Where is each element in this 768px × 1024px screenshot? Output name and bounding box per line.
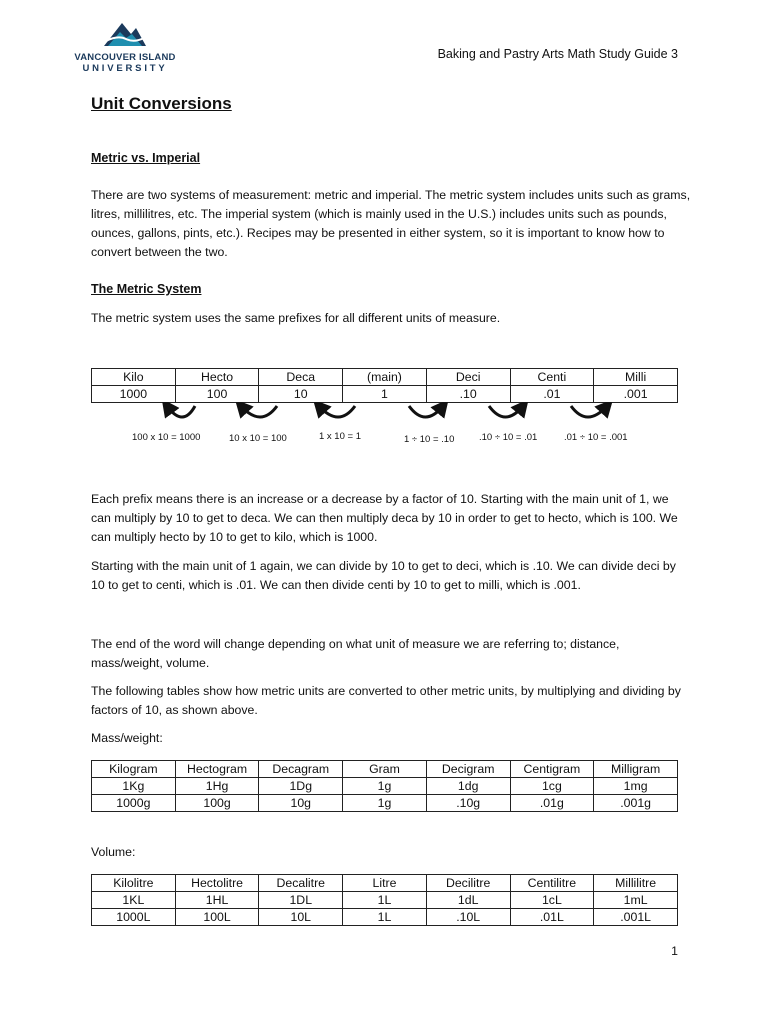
table-cell: Hectogram (175, 761, 259, 778)
table-cell: 1cg (510, 778, 594, 795)
arrow-label: .01 ÷ 10 = .001 (564, 432, 628, 443)
table-cell: 100L (175, 909, 259, 926)
word-ending-paragraph: The end of the word will change depending on what unit of measure we are referring to; distance, mass/weight, volume. (91, 637, 620, 670)
prefix-cell: Kilo (92, 369, 176, 386)
table-cell: 1000g (92, 795, 176, 812)
prefix-value-cell: 10 (259, 386, 343, 403)
table-cell: 1Dg (259, 778, 343, 795)
table-cell: 1mg (594, 778, 678, 795)
table-cell: 1000L (92, 909, 176, 926)
table-cell: 1dg (426, 778, 510, 795)
university-logo (70, 20, 180, 80)
table-cell: 1dL (426, 892, 510, 909)
metric-system-intro: The metric system uses the same prefixes for all different units of measure. (91, 311, 501, 325)
prefix-cell: Deci (426, 369, 510, 386)
table-cell: 1Kg (92, 778, 176, 795)
table-cell: .001L (594, 909, 678, 926)
table-cell: Decigram (426, 761, 510, 778)
table-cell: .001g (594, 795, 678, 812)
table-row (92, 761, 678, 778)
prefix-value-cell: 1000 (92, 386, 176, 403)
curved-arrows-icon (91, 402, 678, 428)
prefix-explanation-paragraph: Each prefix means there is an increase or a decrease by a factor of 10. Starting with the main unit of 1, we can multiply by 10 to get to deca. We can then multiply deca by 10 in order to get to hecto, which is 100. We can multiply hecto by 10 to get to kilo, which is 1000. (91, 492, 678, 544)
table-row (92, 892, 678, 909)
table-row (92, 875, 678, 892)
table-cell: .10g (426, 795, 510, 812)
table-cell: .01L (510, 909, 594, 926)
table-row (92, 909, 678, 926)
prefix-value-cell: 1 (343, 386, 427, 403)
table-cell: .10L (426, 909, 510, 926)
prefix-cell: (main) (343, 369, 427, 386)
arrow-label: 1 ÷ 10 = .10 (404, 434, 455, 445)
arrow-label: 100 x 10 = 1000 (132, 432, 201, 443)
metric-vs-imperial-paragraph: There are two systems of measurement: metric and imperial. The metric system includes units such as grams, litres, millilitres, etc. The imperial system (which is mainly used in the U.S.) includes units such as pounds, ounces, gallons, pints, etc.). Recipes may be presented in either system, so it is important to know how to convert between the two. (91, 188, 691, 259)
table-cell: 1DL (259, 892, 343, 909)
tables-intro-paragraph: The following tables show how metric units are converted to other metric units, by multiplying and dividing by factors of 10, as shown above. (91, 684, 681, 717)
section-heading-metric-vs-imperial: Metric vs. Imperial (91, 151, 201, 165)
table-cell: .01g (510, 795, 594, 812)
table-row (92, 795, 678, 812)
conversion-arrows-diagram (91, 402, 678, 452)
table-cell: Hectolitre (175, 875, 259, 892)
prefix-table-value-row (92, 386, 678, 403)
volume-table (91, 874, 678, 926)
table-cell: Decalitre (259, 875, 343, 892)
table-cell: 1HL (175, 892, 259, 909)
table-cell: Kilolitre (92, 875, 176, 892)
table-row (92, 778, 678, 795)
table-cell: Decilitre (426, 875, 510, 892)
table-cell: Centilitre (510, 875, 594, 892)
prefix-cell: Centi (510, 369, 594, 386)
table-cell: 1L (343, 892, 427, 909)
table-cell: 1Hg (175, 778, 259, 795)
table-cell: 1cL (510, 892, 594, 909)
page-title: Unit Conversions (91, 94, 232, 113)
prefix-value-cell: .10 (426, 386, 510, 403)
table-cell: 1g (343, 795, 427, 812)
table-cell: 10g (259, 795, 343, 812)
table-cell: Gram (343, 761, 427, 778)
table-cell: 10L (259, 909, 343, 926)
prefix-cell: Deca (259, 369, 343, 386)
logo-text-line2: UNIVERSITY (82, 63, 168, 74)
mountain-logo-icon (102, 20, 148, 50)
table-cell: Kilogram (92, 761, 176, 778)
prefix-table-header-row (92, 369, 678, 386)
table-cell: Millilitre (594, 875, 678, 892)
table-cell: 1L (343, 909, 427, 926)
document-header-title: Baking and Pastry Arts Math Study Guide 3 (437, 47, 678, 61)
table-cell: 1mL (594, 892, 678, 909)
table-cell: 100g (175, 795, 259, 812)
prefix-value-cell: .01 (510, 386, 594, 403)
prefix-cell: Hecto (175, 369, 259, 386)
table-cell: Centigram (510, 761, 594, 778)
section-heading-metric-system: The Metric System (91, 282, 202, 296)
table-cell: 1g (343, 778, 427, 795)
prefix-value-cell: .001 (594, 386, 678, 403)
arrow-label: 10 x 10 = 100 (229, 433, 287, 444)
mass-weight-label: Mass/weight: (91, 731, 163, 745)
division-explanation-paragraph: Starting with the main unit of 1 again, we can divide by 10 to get to deci, which is .10. We can divide deci by 10 to get to centi, which is .01. We can then divide centi by 10 to get to milli, which is .001. (91, 559, 676, 592)
table-cell: Decagram (259, 761, 343, 778)
prefix-value-cell: 100 (175, 386, 259, 403)
logo-text-line1: VANCOUVER ISLAND (74, 52, 176, 63)
table-cell: Milligram (594, 761, 678, 778)
arrow-label: 1 x 10 = 1 (319, 431, 361, 442)
table-cell: 1KL (92, 892, 176, 909)
mass-weight-table (91, 760, 678, 812)
prefix-cell: Milli (594, 369, 678, 386)
arrow-label: .10 ÷ 10 = .01 (479, 432, 538, 443)
volume-label: Volume: (91, 845, 136, 859)
table-cell: Litre (343, 875, 427, 892)
prefix-table (91, 368, 678, 403)
page-number: 1 (671, 944, 678, 958)
